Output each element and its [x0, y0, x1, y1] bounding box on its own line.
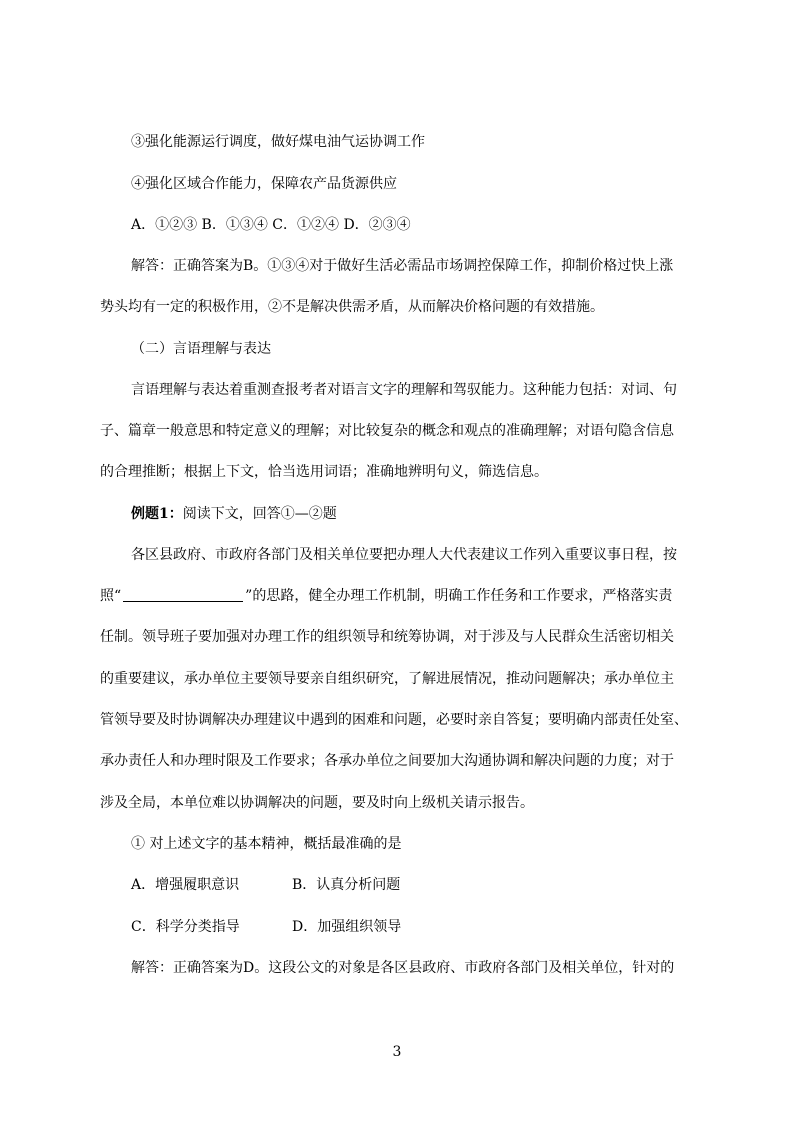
passage-line: 管领导要及时协调解决办理建议中遇到的困难和问题，必要时亲自答复；要明确内部责任处室、	[100, 712, 688, 728]
option-a: A．增强履职意识	[131, 877, 240, 893]
passage-prefix: 照“	[100, 588, 122, 604]
answer-explanation-line: 势头均有一定的积极作用，②不是解决供需矛盾，从而解决价格问题的有效措施。	[100, 299, 604, 315]
answer-choices: A．①②③ B．①③④ C．①②④ D．②③④	[131, 217, 411, 233]
passage-line	[100, 586, 700, 606]
passage-line: 任制。领导班子要加强对办理工作的组织领导和统筹协调，对于涉及与人民群众生活密切相关	[100, 629, 674, 645]
question-stem: ① 对上述文字的基本精神，概括最准确的是	[131, 836, 402, 852]
page-number: 3	[392, 1044, 402, 1060]
passage-line: 涉及全局，本单位难以协调解决的问题，要及时向上级机关请示报告。	[100, 795, 534, 811]
passage-suffix: ”的思路，健全办理工作机制，明确工作任务和工作要求，严格落实责	[245, 588, 673, 604]
example-header	[131, 504, 731, 524]
option-d: D．加强组织领导	[292, 919, 402, 935]
list-item-3: ③强化能源运行调度，做好煤电油气运协调工作	[131, 134, 425, 150]
section-intro-line: 言语理解与表达着重测查报考者对语言文字的理解和驾驭能力。这种能力包括：对词、句	[131, 382, 677, 398]
example-label: 例题1：	[131, 506, 183, 522]
section-heading: （二）言语理解与表达	[131, 341, 271, 357]
option-c: C．科学分类指导	[131, 919, 240, 935]
answer-explanation-line: 解答：正确答案为D。这段公文的对象是各区县政府、市政府各部门及相关单位，针对的	[131, 960, 675, 976]
fill-in-blank	[123, 587, 243, 602]
list-item-4: ④强化区域合作能力，保障农产品货源供应	[131, 176, 397, 192]
passage-line: 的重要建议，承办单位主要领导要亲自组织研究，了解进展情况，推动问题解决；承办单位主	[100, 671, 674, 687]
answer-explanation-line: 解答：正确答案为B。①③④对于做好生活必需品市场调控保障工作，抑制价格过快上涨	[131, 258, 674, 274]
passage-line: 各区县政府、市政府各部门及相关单位要把办理人大代表建议工作列入重要议事日程，按	[131, 547, 677, 563]
section-intro-line: 子、篇章一般意思和特定意义的理解；对比较复杂的概念和观点的准确理解；对语句隐含信息	[100, 423, 674, 439]
passage-line: 承办责任人和办理时限及工作要求；各承办单位之间要加大沟通协调和解决问题的力度；对于	[100, 753, 674, 769]
example-instruction: 阅读下文，回答①—②题	[182, 506, 337, 522]
option-b: B．认真分析问题	[292, 877, 401, 893]
section-intro-line: 的合理推断；根据上下文，恰当选用词语；准确地辨明句义，筛选信息。	[100, 464, 548, 480]
